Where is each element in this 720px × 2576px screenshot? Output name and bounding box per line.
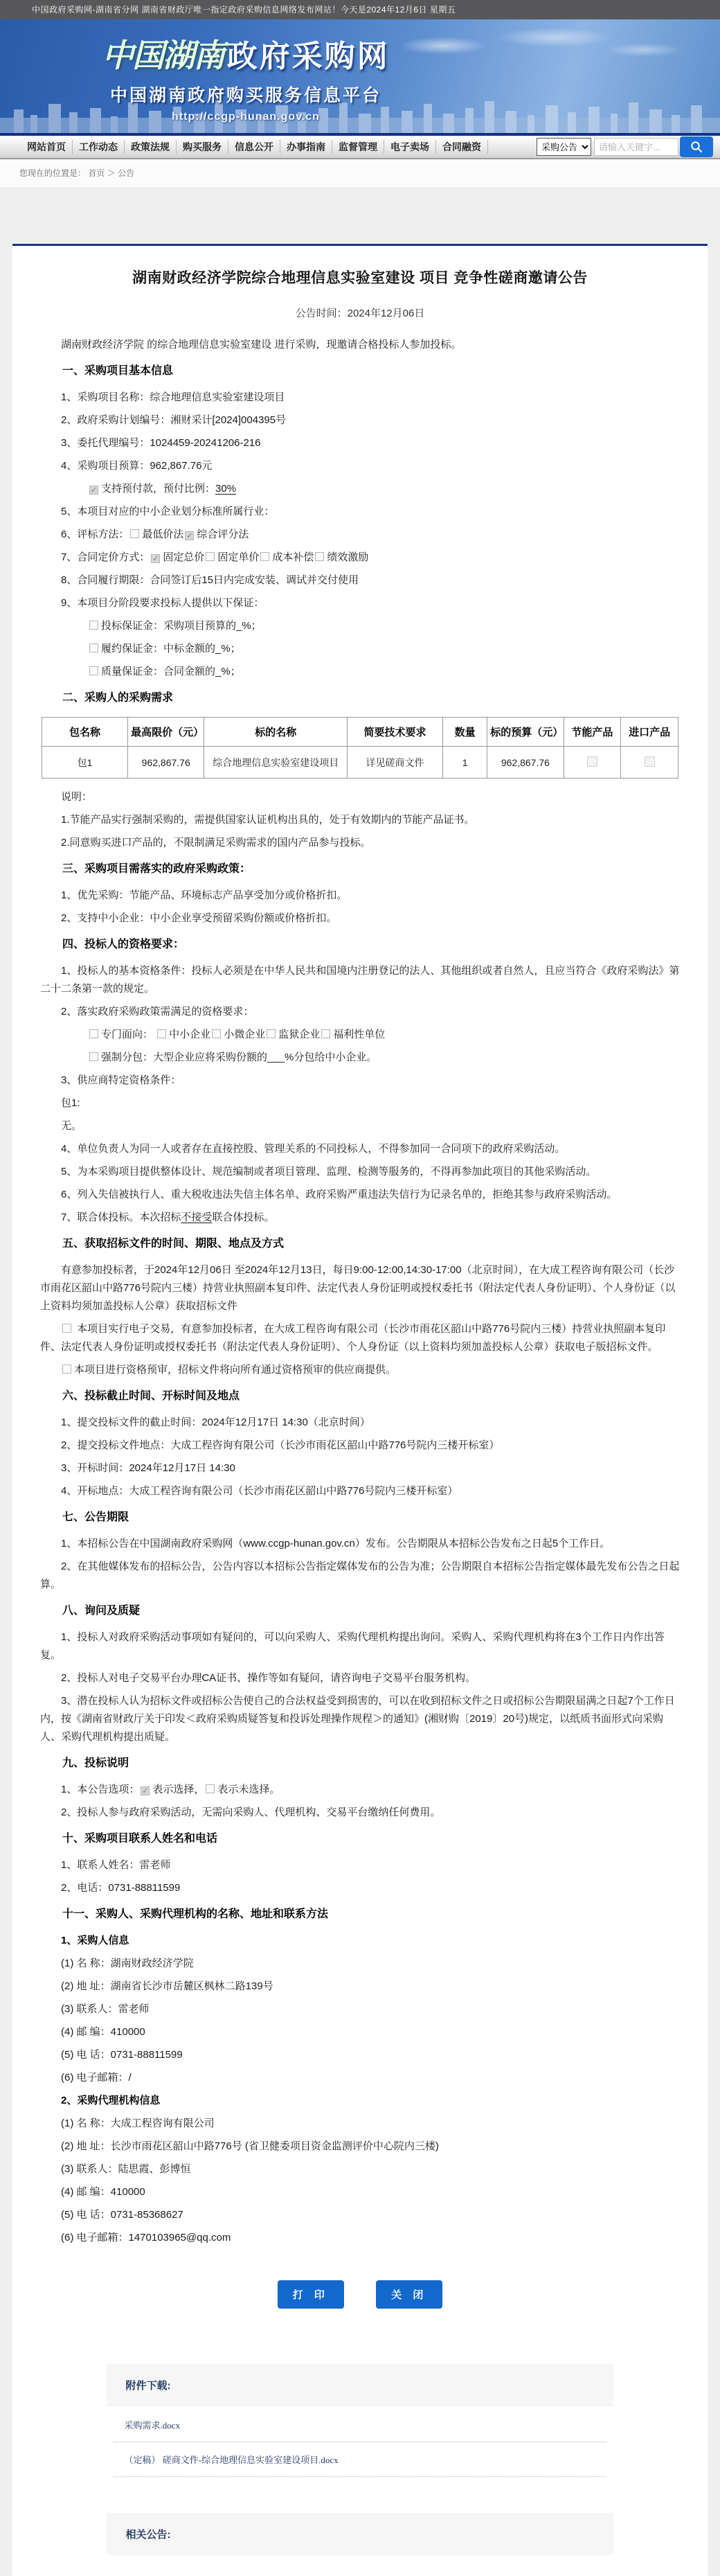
nav-item-work-news[interactable]: 工作动态	[73, 140, 125, 154]
cell-budget: 962,867.76	[487, 747, 564, 779]
content-line: 湖南财政经济学院 的综合地理信息实验室建设 进行采购，现邀请合格投标人参加投标。	[61, 339, 462, 350]
clouds-decoration	[402, 25, 692, 66]
content-line: 无。	[61, 1120, 82, 1132]
unchecked-checkbox-icon	[62, 1365, 71, 1374]
cell-subject: 综合地理信息实验室建设项目	[204, 747, 348, 779]
section-heading: 一、采购项目基本信息	[62, 365, 174, 377]
spacer	[12, 2336, 708, 2364]
content-line: (2) 地 址：长沙市雨花区韶山中路776号 (省卫健委项目资金监测评价中心院内三楼)	[61, 2140, 439, 2152]
unchecked-checkbox-icon	[89, 643, 98, 652]
attachments-section	[107, 2364, 614, 2478]
table-header-row	[42, 718, 678, 747]
search-icon	[690, 141, 703, 153]
unchecked-checkbox-icon	[267, 1029, 276, 1038]
breadcrumb	[0, 159, 720, 187]
nav-item-home[interactable]: 网站首页	[21, 140, 73, 154]
content-line: 3、开标时间：2024年12月17日 14:30	[61, 1462, 235, 1474]
unchecked-checkbox-icon	[315, 552, 324, 561]
nav-item-purchase-service[interactable]: 购买服务	[177, 140, 228, 154]
section-heading: 十、采购项目联系人姓名和电话	[62, 1833, 218, 1845]
content-line: (1) 名 称：湖南财政经济学院	[61, 1957, 194, 1969]
search-category-select[interactable]	[537, 138, 591, 156]
content-line: (5) 电 话：0731-85368627	[61, 2209, 183, 2221]
content-section-before-table	[40, 336, 680, 707]
spacer	[12, 2478, 708, 2506]
content-line: 2、落实政府采购政策需满足的资格要求：	[61, 1006, 254, 1018]
site-notice-text: 中国政府采购网-湖南省分网 湖南省财政厅唯一指定政府采购信息网络发布网站！今天是2024年12月6日 星期五	[32, 5, 456, 15]
content-line: 1.节能产品实行强制采购的，需提供国家认证机构出具的，处于有效期内的节能产品证书。	[61, 814, 475, 826]
col-quantity: 数量	[442, 718, 487, 747]
action-buttons	[12, 2280, 708, 2309]
content-line: 7、联合体投标。本次招标不接受联合体投标。	[61, 1211, 275, 1223]
cell-package: 包1	[42, 747, 128, 779]
section-heading: 七、公告期限	[62, 1511, 129, 1523]
table-row	[42, 747, 678, 779]
underlined-text: 30%	[215, 483, 237, 495]
content-line: 履约保证金：中标金额的_%；	[40, 640, 680, 658]
content-line: 4、采购项目预算：962,867.76元	[61, 460, 213, 472]
unchecked-checkbox-icon	[89, 621, 98, 630]
spacer	[12, 2309, 708, 2336]
section-heading: 五、获取招标文件的时间、期限、地点及方式	[62, 1238, 285, 1250]
content-line: 说明：	[61, 791, 93, 803]
unchecked-checkbox-icon	[206, 1784, 215, 1793]
checked-checkbox-icon: ✓	[90, 486, 98, 495]
unchecked-checkbox-icon	[212, 1029, 221, 1038]
attachment-link[interactable]: 采购需求.docx	[114, 2408, 607, 2442]
content-line: 2、提交投标文件地点：大成工程咨询有限公司（长沙市雨花区韶山中路776号院内三楼开标室）	[61, 1439, 500, 1451]
main-nav	[0, 136, 720, 159]
section-heading: 十一、采购人、采购代理机构的名称、地址和联系方法	[62, 1908, 329, 1920]
content-line: 2、在其他媒体发布的招标公告，公告内容以本招标公告指定媒体发布的公告为准；公告期限自本招标公告指定媒体最先发布公告之日起算。	[40, 1561, 680, 1590]
content-line: (2) 地 址：湖南省长沙市岳麓区枫林二路139号	[61, 1980, 273, 1992]
breadcrumb-home-link[interactable]: 首页	[88, 168, 105, 178]
checked-checkbox-icon: ✓	[142, 1787, 149, 1795]
content-line: (3) 联系人：雷老师	[61, 2003, 150, 2015]
related-announcements-section	[107, 2513, 614, 2555]
cell-max-price: 962,867.76	[128, 747, 204, 779]
sub-heading: 1、采购人信息	[61, 1935, 129, 1946]
content-line: 1、提交投标文件的截止时间：2024年12月17日 14:30（北京时间）	[61, 1416, 370, 1428]
col-imported: 进口产品	[621, 718, 678, 747]
close-button[interactable]: 关 闭	[376, 2280, 442, 2309]
site-subtitle: 中国湖南政府购买服务信息平台	[109, 86, 381, 105]
content-line: 4、开标地点：大成工程咨询有限公司（长沙市雨花区韶山中路776号院内三楼开标室）	[61, 1485, 458, 1497]
section-heading: 九、投标说明	[62, 1757, 129, 1769]
content-line: 1、联系人姓名：雷老师	[61, 1859, 171, 1871]
unchecked-checkbox-icon	[130, 529, 139, 538]
unchecked-checkbox-icon	[89, 1052, 98, 1061]
content-line: 1、采购项目名称：综合地理信息实验室建设项目	[61, 391, 285, 403]
col-subject-name: 标的名称	[204, 718, 348, 747]
content-line: (5) 电 话：0731-88811599	[61, 2049, 183, 2061]
section-heading: 二、采购人的采购需求	[62, 692, 174, 704]
content-line: (6) 电子邮箱：/	[61, 2072, 132, 2084]
content-line: 3、潜在投标人认为招标文件或招标公告使自己的合法权益受到损害的，可以在收到招标文件之日或招标公告期限届满之日起7个工作日内，按《湖南省财政厅关于印发＜政府采购质疑答复和投诉处理操作规程＞的通知》(湘财购〔2019〕20号)规定，以纸质书面形式向采购人、采购代理机构提出质疑。	[40, 1695, 675, 1743]
section-heading: 三、采购项目需落实的政府采购政策：	[62, 863, 251, 875]
section-heading: 四、投标人的资格要求：	[62, 939, 185, 950]
nav-item-policy[interactable]: 政策法规	[125, 140, 177, 154]
underlined-text: 不接受	[181, 1211, 213, 1223]
content-line: 5、为本采购项目提供整体设计、规范编制或者项目管理、监理、检测等服务的，不得再参加此项目的其他采购活动。	[61, 1166, 597, 1178]
content-line: 1、本招标公告在中国湖南政府采购网（www.ccgp-hunan.gov.cn）发布。公告期限从本招标公告发布之日起5个工作日。	[61, 1538, 611, 1549]
nav-item-supervision[interactable]: 监督管理	[332, 140, 384, 154]
content-line: 2、政府采购计划编号：湘财采计[2024]004395号	[61, 414, 287, 426]
col-max-price: 最高限价（元）	[128, 718, 204, 747]
content-line: ✓ 支持预付款，预付比例：30%	[90, 483, 237, 495]
breadcrumb-separator: ＞	[107, 168, 116, 178]
site-url: http://ccgp-hunan.gov.cn	[172, 111, 320, 123]
nav-item-info-disclosure[interactable]: 信息公开	[228, 140, 280, 154]
content-line: 2、投标人对电子交易平台办理CA证书、操作等如有疑问，请咨询电子交易平台服务机构。	[61, 1672, 476, 1684]
unchecked-checkbox-icon	[321, 1029, 330, 1038]
checked-checkbox-icon: ✓	[186, 532, 193, 540]
cell-tech: 详见磋商文件	[348, 747, 443, 779]
content-line: 6、评标方法： 最低价法 ✓ 综合评分法	[61, 528, 249, 540]
site-logo	[73, 30, 419, 123]
site-banner	[0, 19, 720, 136]
col-energy-saving: 节能产品	[564, 718, 621, 747]
content-line: 5、本项目对应的中小企业划分标准所属行业：	[61, 506, 275, 517]
content-line: 1、本公告选项： ✓ 表示选择， 表示未选择。	[61, 1784, 280, 1795]
cell-qty: 1	[442, 747, 487, 779]
title-divider	[12, 244, 708, 246]
sub-heading: 2、采购代理机构信息	[61, 2095, 161, 2106]
col-budget: 标的预算（元）	[487, 718, 564, 747]
col-tech-requirement: 简要技术要求	[348, 718, 443, 747]
page-title: 湖南财政经济学院综合地理信息实验室建设 项目 竞争性磋商邀请公告	[132, 270, 588, 286]
content-line: 包1:	[61, 1097, 80, 1109]
content-line: (1) 名 称：大成工程咨询有限公司	[61, 2117, 215, 2129]
content-line: (3) 联系人：陆思霞、彭博恒	[61, 2163, 191, 2175]
content-line: 3、供应商特定资格条件：	[61, 1074, 181, 1086]
unchecked-checkbox-icon	[157, 1029, 166, 1038]
content-line: 1、投标人的基本资格条件：投标人必须是在中华人民共和国境内注册登记的法人、其他组织或者自然人，且应当符合《政府采购法》第二十二条第一款的规定。	[40, 965, 680, 995]
related-heading: 相关公告:	[107, 2513, 614, 2555]
unchecked-checkbox-icon	[89, 1029, 98, 1038]
unchecked-checkbox-icon	[260, 552, 269, 561]
breadcrumb-current: 公告	[118, 168, 135, 178]
attachment-link[interactable]: （定稿） 磋商文件-综合地理信息实验室建设项目.docx	[114, 2442, 607, 2477]
col-package-name: 包名称	[42, 718, 128, 747]
logo-main-text: 政府采购网	[226, 39, 390, 73]
section-heading: 八、询问及质疑	[62, 1605, 141, 1617]
content-line: 4、单位负责人为同一人或者存在直接控股、管理关系的不同投标人，不得参加同一合同项下的政府采购活动。	[61, 1143, 566, 1155]
content-line: 2.同意购买进口产品的，不限制满足采购需求的国内产品参与投标。	[61, 837, 371, 849]
attachments-list	[107, 2406, 614, 2478]
nav-item-guide[interactable]: 办事指南	[280, 140, 332, 154]
print-button[interactable]: 打 印	[278, 2280, 344, 2309]
content-line: 8、合同履行期限：合同签订后15日内完成安装、调试并交付使用	[61, 574, 359, 586]
unchecked-checkbox-icon	[89, 666, 98, 675]
content-line: 本项目实行电子交易，有意参加投标者，在大成工程咨询有限公司（长沙市雨花区韶山中路776号院内三楼）持营业执照副本复印件、法定代表人身份证明或授权委托书（附法定代表人身份证明）、个人身份证（以上资料均须加盖投标人公章）获取电子版招标文件。	[40, 1323, 666, 1353]
content-line: 1、投标人对政府采购活动事项如有疑问的，可以向采购人、采购代理机构提出询问。采购人、采购代理机构将在3个工作日内作出答复。	[40, 1631, 665, 1661]
content-line: 2、电话：0731-88811599	[61, 1882, 181, 1894]
nav-item-e-market[interactable]: 电子卖场	[384, 140, 436, 154]
content-line: 9、本项目分阶段要求投标人提供以下保证：	[61, 597, 264, 609]
announcement-page	[12, 244, 708, 2576]
section-heading: 六、投标截止时间、开标时间及地点	[62, 1390, 240, 1402]
search-button[interactable]	[680, 136, 713, 157]
publish-time: 公告时间：2024年12月06日	[295, 308, 425, 319]
content-line: 6、列入失信被执行人、重大税收违法失信主体名单、政府采购严重违法失信行为记录名单的，拒绝其参与政府采购活动。	[61, 1189, 618, 1200]
content-line: 3、委托代理编号：1024459-20241206-216	[61, 437, 261, 449]
checkbox-icon	[645, 756, 655, 767]
breadcrumb-prefix: 您现在的位置是：	[19, 168, 87, 178]
cell-imported	[621, 747, 678, 779]
attachments-heading: 附件下载:	[107, 2364, 614, 2406]
cell-energy-saving	[564, 747, 621, 779]
content-line: 2、支持中小企业：中小企业享受预留采购份额或价格折扣。	[61, 912, 337, 924]
content-line: 投标保证金：采购项目预算的_%；	[40, 617, 680, 635]
announcement-content	[12, 320, 708, 2247]
content-line: 专门面向： 中小企业 小微企业 监狱企业 福利性单位	[40, 1026, 680, 1044]
content-line: (4) 邮 编：410000	[61, 2186, 145, 2198]
search-input[interactable]	[594, 138, 678, 156]
checked-checkbox-icon: ✓	[152, 555, 159, 563]
content-line: 强制分包：大型企业应将采购份额的___%分包给中小企业。	[40, 1049, 680, 1067]
content-line: (4) 邮 编：410000	[61, 2026, 145, 2038]
content-line: 1、优先采购：节能产品、环境标志产品享受加分或价格折扣。	[61, 889, 348, 901]
content-line: 有意参加投标者，于2024年12月06日 至2024年12月13日，每日9:00-12:00,14:30-17:00（北京时间），在大成工程咨询有限公司（长沙市雨花区韶山中路776号院内三楼）持营业执照副本复印件、法定代表人身份证明或授权委托书（附法定代表人身份证明）、个人身份证（以上资料均须加盖投标人公章）获取招标文件	[40, 1264, 676, 1312]
content-line: 质量保证金：合同金额的_%；	[40, 663, 680, 681]
nav-item-contract-finance[interactable]: 合同融资	[436, 140, 488, 154]
content-line: 本项目进行资格预审，招标文件将向所有通过资格预审的供应商提供。	[40, 1361, 680, 1379]
unchecked-checkbox-icon	[206, 552, 215, 561]
logo-calligraphy-text: 中国湖南	[102, 38, 224, 73]
content-line: 2、投标人参与政府采购活动，无需向采购人、代理机构、交易平台缴纳任何费用。	[61, 1806, 441, 1818]
unchecked-checkbox-icon	[62, 1324, 71, 1333]
checkbox-icon	[587, 756, 597, 767]
content-line: (6) 电子邮箱：1470103965@qq.com	[61, 2232, 231, 2244]
content-section-after-table	[40, 788, 680, 2247]
procurement-demand-table	[42, 717, 678, 779]
top-info-bar	[0, 0, 720, 19]
content-line: 7、合同定价方式： ✓ 固定总价 固定单价 成本补偿 绩效激励	[61, 551, 369, 563]
